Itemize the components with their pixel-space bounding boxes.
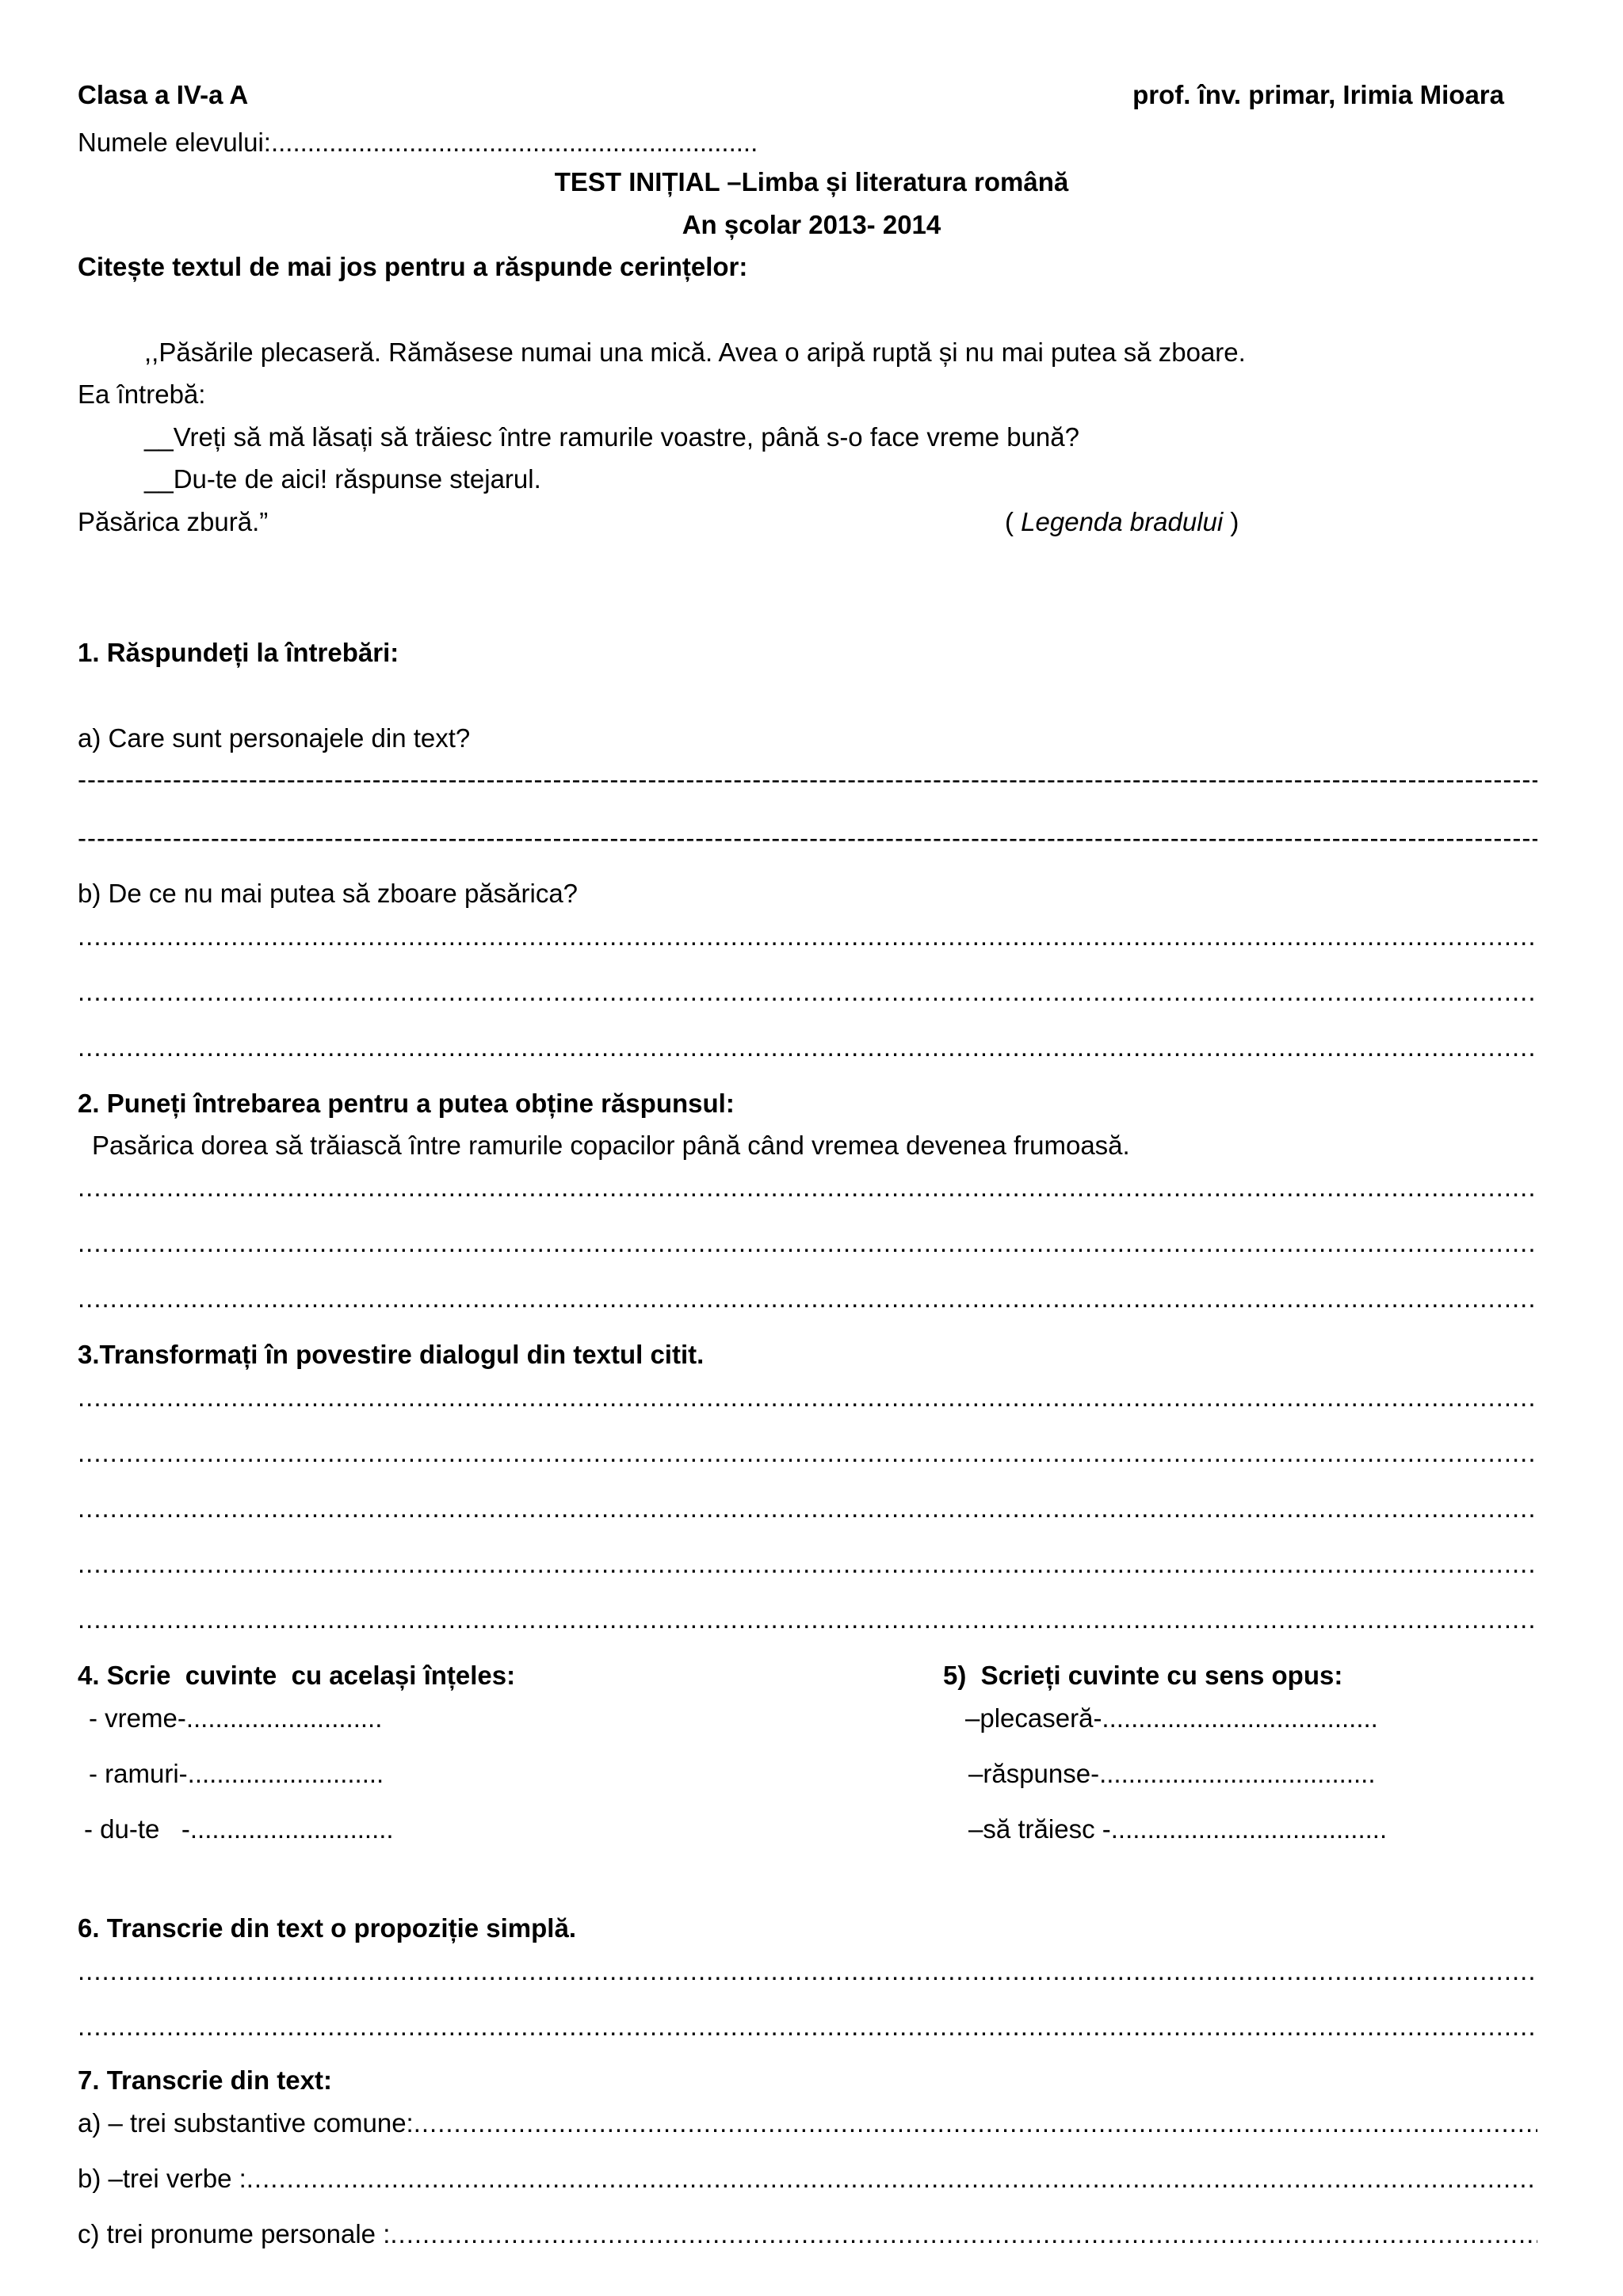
passage-line-3: __Vreți să mă lăsați să trăiesc între ramurile voastre, până s-o face vreme bună? xyxy=(144,422,1079,452)
answer-line[interactable] xyxy=(78,1436,1537,1470)
q7-b-row[interactable] xyxy=(78,2161,1537,2196)
answer-line[interactable] xyxy=(78,919,1537,954)
q4-title: 4. Scrie cuvinte cu același înțeles: xyxy=(78,1661,516,1690)
answer-line[interactable] xyxy=(78,1491,1537,1526)
q5-item[interactable]: –răspunse-...................................... xyxy=(968,1759,1376,1788)
passage-line-1: ,,Păsările plecaseră. Rămăsese numai una mică. Avea o aripă ruptă și nu mai putea să zboare. xyxy=(144,338,1246,367)
passage-line-5: Păsărica zbură.” xyxy=(78,507,269,536)
q7-a-row[interactable] xyxy=(78,2106,1537,2141)
q6-title: 6. Transcrie din text o propoziție simplă. xyxy=(78,1913,576,1943)
q7-c-row[interactable] xyxy=(78,2217,1537,2252)
passage-source xyxy=(1005,505,1239,540)
q1-title: 1. Răspundeți la întrebări: xyxy=(78,638,399,667)
q2-given-answer: Pasărica dorea să trăiască între ramurile copacilor până când vremea devenea frumoasă. xyxy=(92,1131,1130,1160)
q3-title: 3.Transformați în povestire dialogul din textul citit. xyxy=(78,1340,705,1369)
q1-a: a) Care sunt personajele din text? xyxy=(78,723,471,753)
answer-line[interactable] xyxy=(78,1954,1537,1989)
answer-line[interactable] xyxy=(78,762,1537,797)
source-close: ) xyxy=(1223,507,1239,536)
instructions: Citește textul de mai jos pentru a răspunde cerințelor: xyxy=(78,252,748,281)
answer-line[interactable] xyxy=(78,1226,1537,1261)
class-label: Clasa a IV-a A xyxy=(78,80,249,109)
q7-c-label: c) trei pronume personale : xyxy=(78,2219,391,2248)
source-open: ( xyxy=(1005,507,1022,536)
q2-title: 2. Puneți întrebarea pentru a putea obține răspunsul: xyxy=(78,1089,735,1118)
answer-line[interactable] xyxy=(78,1281,1537,1316)
passage-line-4: __Du-te de aici! răspunse stejarul. xyxy=(144,464,541,494)
q4-item[interactable]: - ramuri-........................... xyxy=(89,1759,384,1788)
q7-a-label: a) – trei substantive comune: xyxy=(78,2108,414,2138)
answer-dots[interactable] xyxy=(390,2217,1537,2252)
q5-item[interactable]: –să trăiesc -...................................... xyxy=(968,1814,1388,1844)
q7-b-label: b) –trei verbe : xyxy=(78,2164,246,2193)
test-title: TEST INIȚIAL –Limba și literatura română xyxy=(554,167,1069,196)
answer-line[interactable] xyxy=(78,1380,1537,1415)
teacher-name: prof. înv. primar, Irimia Mioara xyxy=(1132,80,1504,109)
answer-dots[interactable] xyxy=(414,2106,1537,2141)
q4-item[interactable]: - du-te -............................ xyxy=(84,1814,394,1844)
answer-line[interactable] xyxy=(78,821,1537,856)
q1-b: b) De ce nu mai putea să zboare păsărica? xyxy=(78,879,579,908)
student-name-field[interactable]: Numele elevului:................................................................... xyxy=(78,128,758,157)
q5-item[interactable]: –plecaseră-...................................... xyxy=(965,1703,1378,1733)
answer-line[interactable] xyxy=(78,1547,1537,1581)
passage-line-2: Ea întrebă: xyxy=(78,379,206,409)
source-title: Legenda bradului xyxy=(1021,507,1224,536)
q7-title: 7. Transcrie din text: xyxy=(78,2065,332,2095)
answer-line[interactable] xyxy=(78,1602,1537,1637)
answer-line[interactable] xyxy=(78,1170,1537,1205)
answer-line[interactable] xyxy=(78,1030,1537,1065)
answer-line[interactable] xyxy=(78,974,1537,1009)
answer-line[interactable] xyxy=(78,2009,1537,2044)
answer-dots[interactable] xyxy=(246,2161,1537,2196)
q4-item[interactable]: - vreme-........................... xyxy=(89,1703,383,1733)
school-year: An școlar 2013- 2014 xyxy=(682,210,941,239)
q5-title: 5) Scrieți cuvinte cu sens opus: xyxy=(943,1661,1343,1690)
